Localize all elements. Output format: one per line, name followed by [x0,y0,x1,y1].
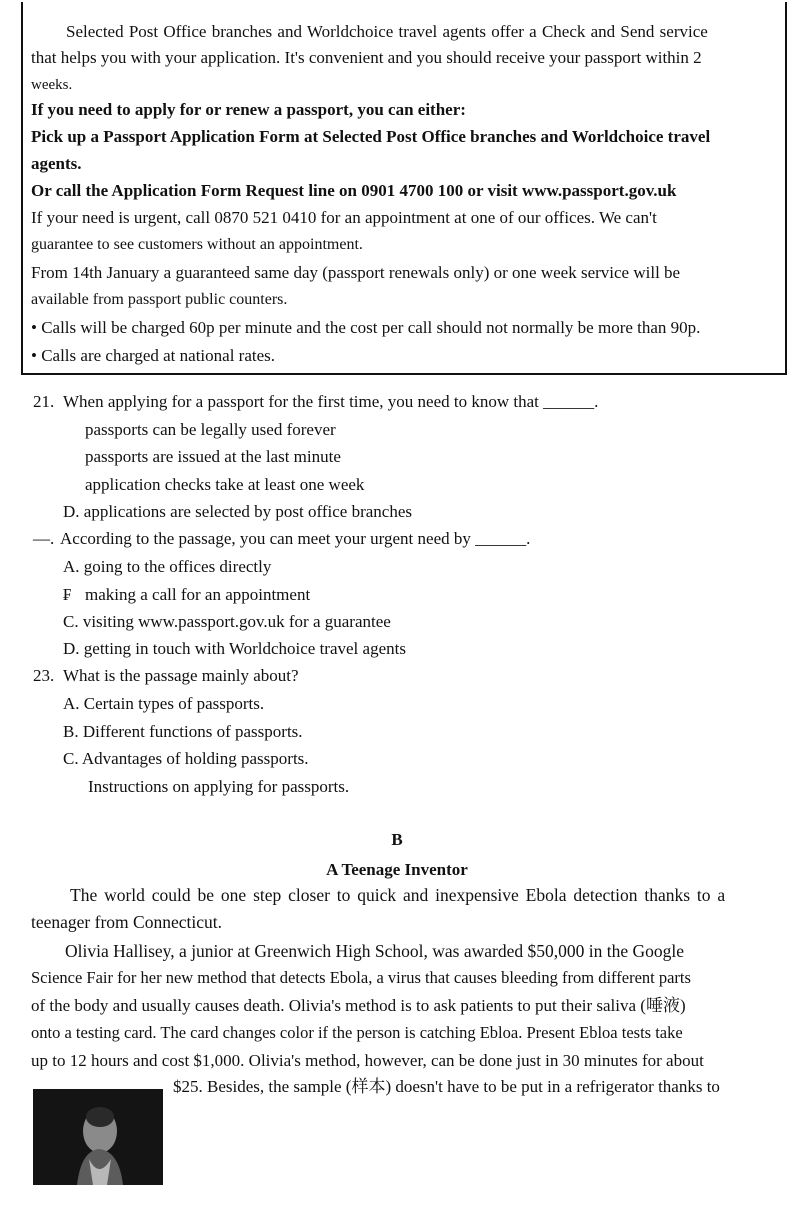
answer-option: D. applications are selected by post office branches [63,502,412,521]
question-stem: According to the passage, you can meet your urgent need by ______. [60,529,531,548]
article-line: Olivia Hallisey, a junior at Greenwich High School, was awarded $50,000 in the Google [65,941,684,961]
answer-option: B. Different functions of passports. [63,722,303,741]
question-number: 23. [33,666,55,685]
answer-option: A. Certain types of passports. [63,694,265,713]
article-line: $25. Besides, the sample (样本) doesn't have to be put in a refrigerator thanks to [173,1077,720,1096]
answer-option-marker: ₣ [63,585,72,604]
article-line: of the body and usually causes death. Olivia's method is to ask patients to put their saliva (唾液) [31,996,686,1015]
answer-option: making a call for an appointment [85,585,311,604]
answer-option: C. visiting www.passport.gov.uk for a guarantee [63,612,391,631]
bullet-icon: • [31,346,42,365]
answer-option: application checks take at least one week [85,475,365,494]
notice-line: available from passport public counters. [31,291,288,308]
notice-line: weeks. [31,77,73,93]
notice-line: that helps you with your application. It's convenient and you should receive your passport within 2 [31,48,702,67]
notice-line: From 14th January a guaranteed same day (passport renewals only) or one week service will be [31,263,681,282]
article-title: A Teenage Inventor [326,860,468,879]
question-stem: When applying for a passport for the first time, you need to know that ______. [63,392,599,411]
notice-option-line: Or call the Application Form Request line on 0901 4700 100 or visit www.passport.gov.uk [31,181,677,200]
notice-bullet-text: Calls are charged at national rates. [41,346,276,365]
inventor-photo [33,1089,163,1185]
answer-option: D. getting in touch with Worldchoice travel agents [63,639,406,658]
answer-option: A. going to the offices directly [63,557,272,576]
notice-option-line: Pick up a Passport Application Form at Selected Post Office branches and Worldchoice travel [31,127,711,146]
answer-option: passports can be legally used forever [85,420,336,439]
answer-option: C. Advantages of holding passports. [63,749,309,768]
section-letter: B [391,830,403,849]
notice-heading: If you need to apply for or renew a passport, you can either: [31,100,466,119]
person-silhouette-icon [33,1089,163,1185]
answer-option: Instructions on applying for passports. [88,777,350,796]
bullet-icon: • [31,318,42,337]
notice-line: guarantee to see customers without an appointment. [31,236,363,253]
notice-bullet [31,317,700,339]
article-line: up to 12 hours and cost $1,000. Olivia's method, however, can be done just in 30 minutes for about [31,1051,704,1070]
article-line: teenager from Connecticut. [31,912,222,932]
notice-bullet-text: Calls will be charged 60p per minute and the cost per call should not normally be more than 90p. [41,318,701,337]
article-line: onto a testing card. The card changes color if the person is catching Ebloa. Present Ebloa tests take [31,1023,683,1042]
notice-option-line: agents. [31,154,82,173]
notice-line: Selected Post Office branches and Worldchoice travel agents offer a Check and Send service [66,22,708,41]
article-line: Science Fair for her new method that detects Ebola, a virus that causes bleeding from different parts [31,968,691,987]
question-number: 21. [33,392,55,411]
notice-line: If your need is urgent, call 0870 521 0410 for an appointment at one of our offices. We can't [31,208,657,227]
answer-option: passports are issued at the last minute [85,447,341,466]
question-number: —. [33,529,55,548]
article-line: The world could be one step closer to quick and inexpensive Ebola detection thanks to a [70,885,726,905]
question-stem: What is the passage mainly about? [63,666,299,685]
notice-bullet [31,345,275,367]
